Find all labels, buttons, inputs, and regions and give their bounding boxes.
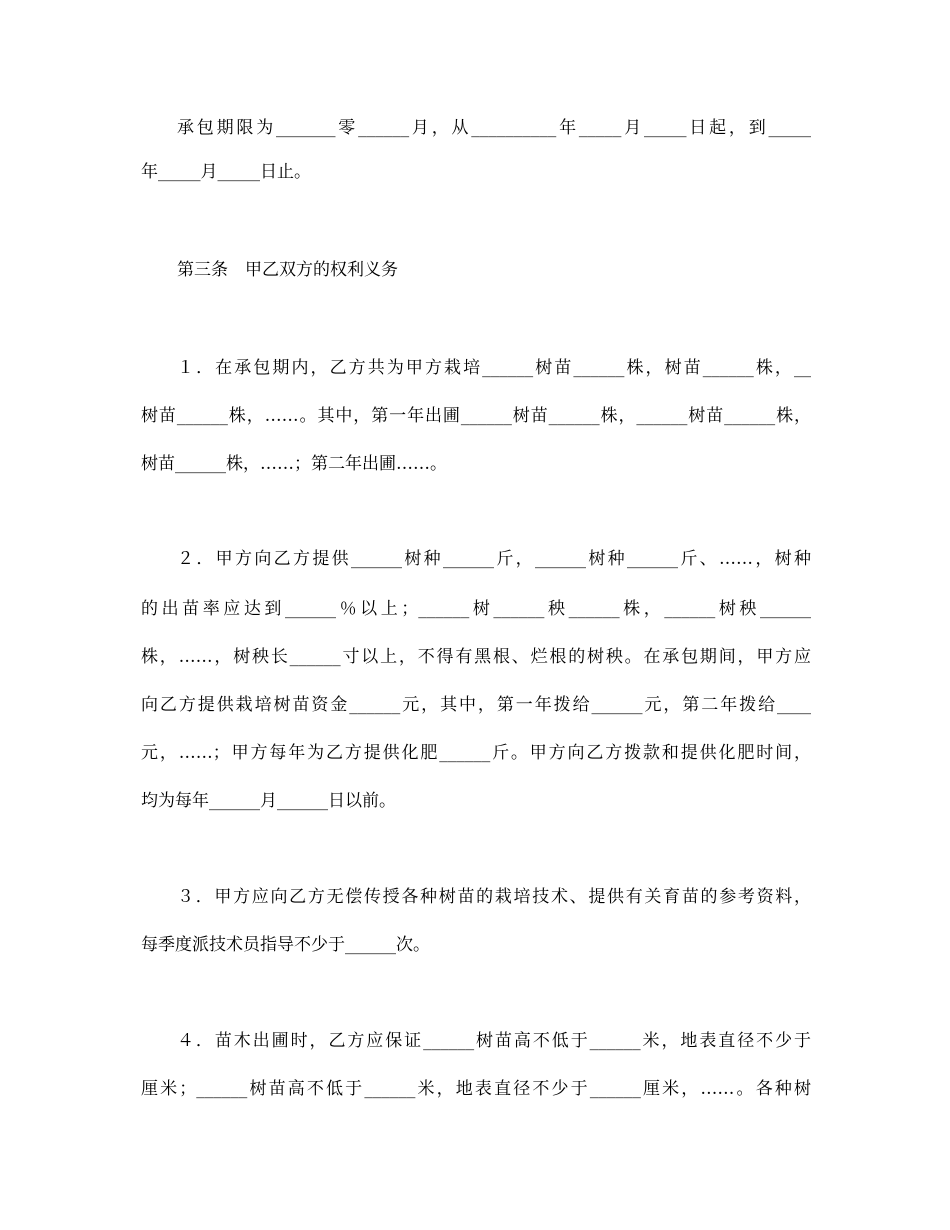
clause-2-line-2: 的出苗率应达到______％以上；______树______秧______株，______树秧______ [141,599,811,619]
clause-1-line-1: １．在承包期内，乙方共为甲方栽培______树苗______株，树苗______株，__ [177,358,811,378]
clause-1-line-2: 树苗______株，……。其中，第一年出圃______树苗______株，______树苗______株， [141,406,811,426]
clause-3-line-1: ３．甲方应向乙方无偿传授各种树苗的栽培技术、提供有关育苗的参考资料， [177,887,811,907]
clause-3-line-2: 每季度派技术员指导不少于______次。 [141,935,430,955]
clause-4-line-1: ４．苗木出圃时，乙方应保证______树苗高不低于______米，地表直径不少于 [177,1031,811,1051]
term-period-line-1: 承包期限为_______零______月，从__________年_____月_____日起，到_____ [177,118,811,138]
clause-2-line-4: 向乙方提供栽培树苗资金______元，其中，第一年拨给______元，第二年拨给____ [141,695,811,715]
clause-1-line-3: 树苗______株，……；第二年出圃……。 [141,454,447,474]
clause-2-line-6: 均为每年______月______日以前。 [141,791,396,811]
clause-4-line-2: 厘米；______树苗高不低于______米，地表直径不少于______厘米，……。各种树 [141,1079,811,1099]
clause-2-line-1: ２．甲方向乙方提供______树种______斤，______树种______斤、……，树种 [177,549,811,569]
article-3-heading: 第三条 甲乙双方的权利义务 [177,260,398,280]
clause-2-line-3: 株，……，树秧长______寸以上，不得有黑根、烂根的树秧。在承包期间，甲方应 [141,647,811,667]
clause-2-line-5: 元，……；甲方每年为乙方提供化肥______斤。甲方向乙方拨款和提供化肥时间， [141,743,811,763]
term-period-line-2: 年_____月_____日止。 [141,162,311,182]
